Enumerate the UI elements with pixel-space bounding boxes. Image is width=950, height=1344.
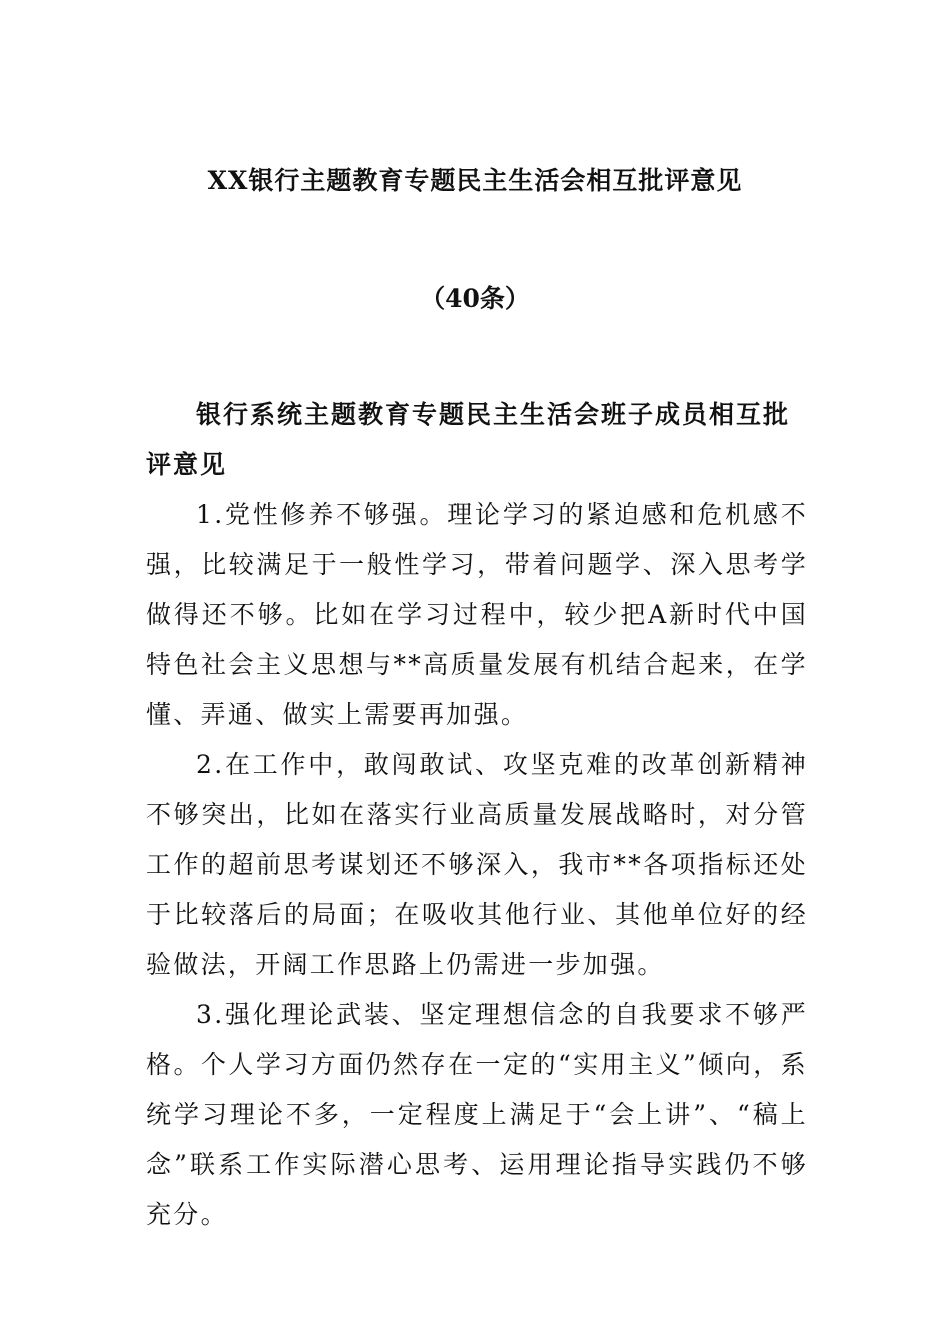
paragraph-1: 1.党性修养不够强。理论学习的紧迫感和危机感不强，比较满足于一般性学习，带着问题学、深入思考学做得还不够。比如在学习过程中，较少把A新时代中国特色社会主义思想与**高质量发展有机结合起来，在学懂、弄通、做实上需要再加强。 [146, 500, 808, 729]
section-heading: 银行系统主题教育专题民主生活会班子成员相互批评意见 [146, 400, 791, 479]
document-body [146, 390, 808, 1240]
paragraph-3: 3.强化理论武装、坚定理想信念的自我要求不够严格。个人学习方面仍然存在一定的“实用主义”倾向，系统学习理论不多，一定程度上满足于“会上讲”、“稿上念”联系工作实际潜心思考、运用理论指导实践仍不够充分。 [146, 1000, 808, 1229]
document-title: XX银行主题教育专题民主生活会相互批评意见 [207, 166, 743, 195]
document-subtitle: （40条） [420, 284, 530, 313]
paragraph-2: 2.在工作中，敢闯敢试、攻坚克难的改革创新精神不够突出，比如在落实行业高质量发展战略时，对分管工作的超前思考谋划还不够深入，我市**各项指标还处于比较落后的局面；在吸收其他行业、其他单位好的经验做法，开阔工作思路上仍需进一步加强。 [146, 750, 808, 979]
